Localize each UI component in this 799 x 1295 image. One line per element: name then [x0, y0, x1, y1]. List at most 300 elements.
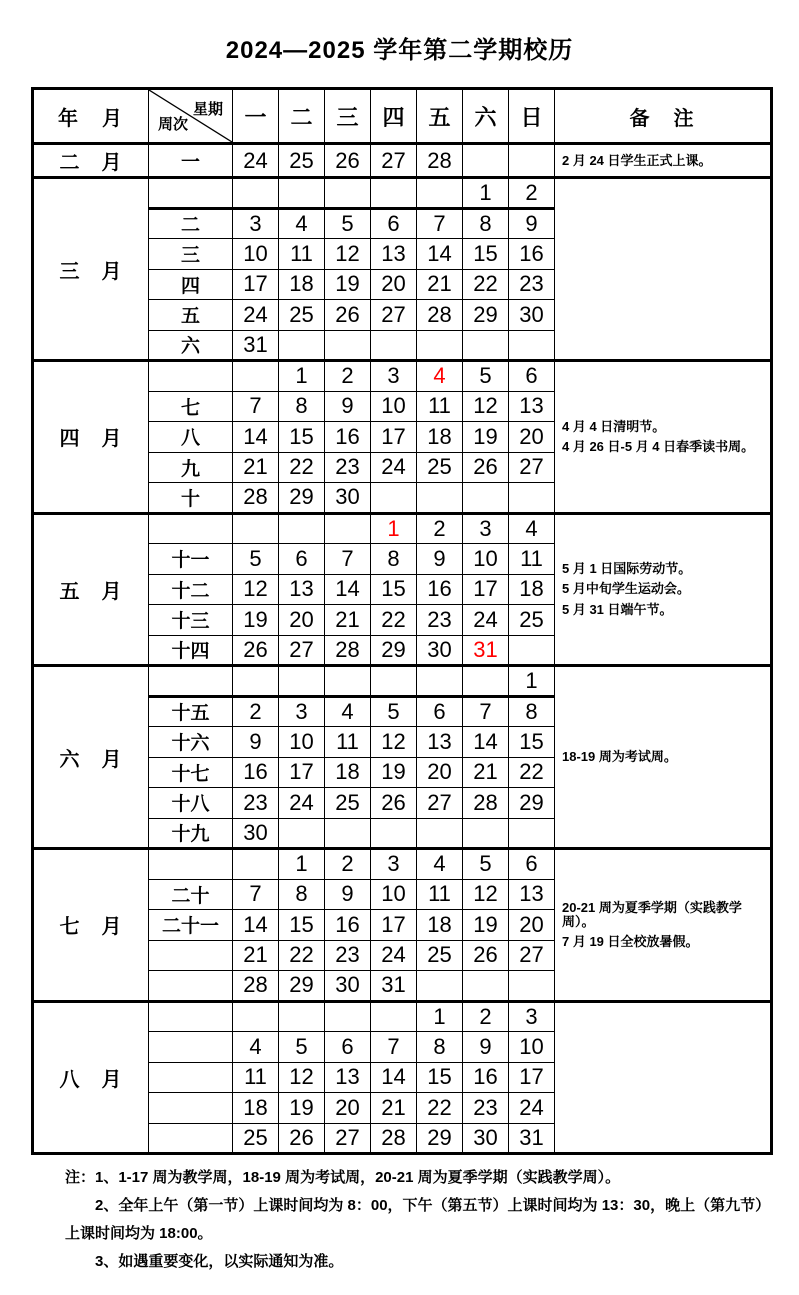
day-cell: 19: [279, 1093, 325, 1124]
day-cell: 30: [325, 483, 371, 514]
day-cell: 8: [279, 391, 325, 422]
day-cell: 3: [509, 1001, 555, 1032]
day-cell: 28: [233, 483, 279, 514]
day-cell: 1: [463, 178, 509, 209]
month-cell: 三 月: [33, 178, 149, 361]
day-cell: 19: [325, 269, 371, 300]
day-cell: 11: [417, 391, 463, 422]
remark-cell: [555, 361, 772, 514]
day-cell: [509, 330, 555, 361]
day-cell: 14: [325, 574, 371, 605]
day-cell: 6: [371, 208, 417, 239]
day-cell: [463, 483, 509, 514]
day-cell: 12: [463, 391, 509, 422]
week-number-cell: 七: [149, 391, 233, 422]
day-cell: 21: [233, 940, 279, 971]
day-cell: 19: [463, 422, 509, 453]
day-cell: 17: [463, 574, 509, 605]
footnotes: [65, 1164, 775, 1276]
day-cell: 2: [325, 361, 371, 392]
day-cell: 18: [279, 269, 325, 300]
day-cell: 31: [509, 1123, 555, 1154]
day-cell: [417, 483, 463, 514]
day-cell: 27: [279, 635, 325, 666]
day-cell: [417, 818, 463, 849]
day-cell: 2: [325, 849, 371, 880]
day-cell: 16: [509, 239, 555, 270]
day-cell: 4: [233, 1032, 279, 1063]
week-number-cell: 十六: [149, 727, 233, 758]
calendar-row: [33, 144, 772, 178]
day-cell: 17: [371, 422, 417, 453]
day-cell: 11: [509, 544, 555, 575]
day-cell: 24: [233, 300, 279, 331]
day-cell: [417, 330, 463, 361]
day-cell: 6: [509, 849, 555, 880]
day-cell: 29: [279, 971, 325, 1002]
day-cell: 28: [371, 1123, 417, 1154]
week-number-cell: 十三: [149, 605, 233, 636]
day-cell: 1: [279, 361, 325, 392]
calendar-body: [33, 144, 772, 1154]
day-cell: [325, 666, 371, 697]
day-cell: 14: [417, 239, 463, 270]
month-cell: 六 月: [33, 666, 149, 849]
day-cell: 3: [371, 849, 417, 880]
day-cell: 10: [279, 727, 325, 758]
day-cell: 3: [233, 208, 279, 239]
day-cell: 2: [417, 513, 463, 544]
day-cell: 20: [325, 1093, 371, 1124]
day-cell: [233, 1001, 279, 1032]
week-number-cell: 四: [149, 269, 233, 300]
day-cell: 16: [463, 1062, 509, 1093]
remark-line: 5 月 1 日国际劳动节。: [562, 560, 692, 576]
calendar-header: [33, 89, 772, 144]
day-cell: 4: [509, 513, 555, 544]
calendar-row: [33, 178, 772, 209]
day-cell: 14: [371, 1062, 417, 1093]
day-cell: 27: [371, 300, 417, 331]
day-cell: [233, 666, 279, 697]
day-cell: 15: [279, 910, 325, 941]
week-number-cell: 十一: [149, 544, 233, 575]
day-cell: 2: [463, 1001, 509, 1032]
page-title: 2024—2025 学年第二学期校历: [225, 37, 574, 64]
day-cell: 21: [325, 605, 371, 636]
day-cell: 7: [233, 879, 279, 910]
day-cell: 10: [233, 239, 279, 270]
day-cell: 5: [279, 1032, 325, 1063]
day-cell: 13: [325, 1062, 371, 1093]
day-cell: 22: [463, 269, 509, 300]
day-cell: 3: [279, 696, 325, 727]
remark-cell: [555, 178, 772, 361]
week-number-cell: [149, 1032, 233, 1063]
day-cell: 4: [325, 696, 371, 727]
day-cell: 5: [463, 361, 509, 392]
day-cell: 26: [325, 300, 371, 331]
day-cell: 6: [509, 361, 555, 392]
day-cell: 9: [325, 879, 371, 910]
day-cell: 12: [371, 727, 417, 758]
day-cell: 23: [325, 940, 371, 971]
week-number-cell: 十九: [149, 818, 233, 849]
remark-cell: [555, 1001, 772, 1154]
month-cell: 二 月: [33, 144, 149, 178]
day-cell: [325, 178, 371, 209]
day-cell: [417, 178, 463, 209]
weekday-label: 星期: [192, 101, 223, 118]
week-number-cell: 三: [149, 239, 233, 270]
calendar-row: [33, 361, 772, 392]
week-number-cell: 十八: [149, 788, 233, 819]
remark-line: 2 月 24 日学生正式上课。: [562, 152, 712, 168]
day-cell: [509, 971, 555, 1002]
day-cell: 31: [371, 971, 417, 1002]
week-number-cell: [149, 666, 233, 697]
day-cell: 7: [371, 1032, 417, 1063]
day-cell: 5: [463, 849, 509, 880]
day-cell: 29: [279, 483, 325, 514]
day-cell: 20: [509, 422, 555, 453]
day-cell: 22: [279, 452, 325, 483]
day-cell: 7: [463, 696, 509, 727]
week-number-cell: 十七: [149, 757, 233, 788]
day-header-wed: 三: [325, 89, 371, 144]
remark-line: 20-21 周为夏季学期（实践教学周）。: [562, 899, 742, 929]
remark-line: 18-19 周为考试周。: [562, 749, 677, 764]
week-number-cell: 五: [149, 300, 233, 331]
day-cell: 28: [417, 144, 463, 178]
day-cell: 21: [371, 1093, 417, 1124]
day-cell: [509, 144, 555, 178]
day-cell: [279, 1001, 325, 1032]
day-cell: [325, 330, 371, 361]
day-cell: 1: [371, 513, 417, 544]
day-cell: 25: [417, 940, 463, 971]
day-cell: 22: [371, 605, 417, 636]
day-cell: 22: [417, 1093, 463, 1124]
day-cell: 17: [371, 910, 417, 941]
remark-cell: [555, 144, 772, 178]
day-cell: 30: [417, 635, 463, 666]
day-cell: 8: [371, 544, 417, 575]
weekday-weekno-diagonal-header: [149, 89, 233, 144]
week-number-cell: 十二: [149, 574, 233, 605]
day-cell: 11: [279, 239, 325, 270]
footnote-line: 上课时间均为 18:00。: [65, 1225, 213, 1242]
day-cell: 24: [371, 940, 417, 971]
day-cell: 4: [417, 849, 463, 880]
week-number-cell: 十: [149, 483, 233, 514]
day-cell: [463, 330, 509, 361]
day-cell: 3: [463, 513, 509, 544]
week-number-cell: [149, 178, 233, 209]
day-cell: 30: [233, 818, 279, 849]
day-cell: 20: [371, 269, 417, 300]
day-cell: 15: [463, 239, 509, 270]
day-cell: 18: [509, 574, 555, 605]
day-cell: 25: [279, 300, 325, 331]
calendar-row: [33, 666, 772, 697]
remark-line: 4 月 26 日-5 月 4 日春季读书周。: [562, 439, 755, 454]
day-cell: [463, 971, 509, 1002]
day-cell: 12: [463, 879, 509, 910]
day-cell: 12: [233, 574, 279, 605]
day-cell: 9: [417, 544, 463, 575]
remark-cell: [555, 849, 772, 1002]
day-cell: 3: [371, 361, 417, 392]
day-cell: [463, 144, 509, 178]
day-cell: 20: [509, 910, 555, 941]
day-cell: 20: [279, 605, 325, 636]
day-cell: [509, 635, 555, 666]
day-cell: 11: [325, 727, 371, 758]
day-cell: [371, 178, 417, 209]
day-cell: 7: [233, 391, 279, 422]
week-number-cell: [149, 361, 233, 392]
week-number-cell: 八: [149, 422, 233, 453]
day-cell: [371, 666, 417, 697]
day-cell: 31: [233, 330, 279, 361]
day-header-sat: 六: [463, 89, 509, 144]
day-cell: 18: [417, 422, 463, 453]
day-cell: 1: [509, 666, 555, 697]
calendar-row: [33, 849, 772, 880]
day-cell: 17: [509, 1062, 555, 1093]
day-cell: 24: [463, 605, 509, 636]
day-cell: 26: [463, 940, 509, 971]
week-number-cell: 一: [149, 144, 233, 178]
day-cell: 5: [233, 544, 279, 575]
day-cell: [509, 483, 555, 514]
day-header-thu: 四: [371, 89, 417, 144]
day-cell: 23: [463, 1093, 509, 1124]
day-cell: [233, 178, 279, 209]
week-number-cell: 二十一: [149, 910, 233, 941]
day-cell: 18: [325, 757, 371, 788]
day-cell: 7: [325, 544, 371, 575]
day-cell: 17: [279, 757, 325, 788]
day-cell: 8: [417, 1032, 463, 1063]
day-cell: 19: [233, 605, 279, 636]
day-cell: 12: [325, 239, 371, 270]
day-cell: 31: [463, 635, 509, 666]
day-cell: [279, 330, 325, 361]
remark-cell: [555, 513, 772, 666]
week-number-cell: [149, 1093, 233, 1124]
day-cell: 27: [417, 788, 463, 819]
day-cell: [325, 818, 371, 849]
month-cell: 五 月: [33, 513, 149, 666]
day-cell: 25: [325, 788, 371, 819]
week-number-cell: 十五: [149, 696, 233, 727]
day-cell: 29: [371, 635, 417, 666]
day-cell: 25: [509, 605, 555, 636]
day-cell: [371, 483, 417, 514]
day-cell: 22: [509, 757, 555, 788]
week-number-cell: 六: [149, 330, 233, 361]
week-number-cell: [149, 513, 233, 544]
day-cell: 11: [233, 1062, 279, 1093]
day-cell: 15: [279, 422, 325, 453]
day-cell: 28: [463, 788, 509, 819]
day-cell: 27: [371, 144, 417, 178]
day-cell: 11: [417, 879, 463, 910]
month-cell: 四 月: [33, 361, 149, 514]
day-cell: [233, 361, 279, 392]
day-cell: 10: [371, 391, 417, 422]
week-number-cell: 十四: [149, 635, 233, 666]
calendar-table: [31, 87, 773, 1155]
day-cell: 12: [279, 1062, 325, 1093]
day-cell: 9: [463, 1032, 509, 1063]
footnote-line: 注：1、1-17 周为教学周，18-19 周为考试周，20-21 周为夏季学期（实践教学周）。: [65, 1169, 621, 1186]
day-cell: [279, 818, 325, 849]
day-cell: [463, 818, 509, 849]
day-cell: 1: [417, 1001, 463, 1032]
week-number-cell: [149, 849, 233, 880]
footnote-line: 3、如遇重要变化，以实际通知为准。: [95, 1253, 344, 1270]
day-cell: 23: [233, 788, 279, 819]
day-cell: 8: [509, 696, 555, 727]
day-cell: 21: [463, 757, 509, 788]
day-cell: 15: [417, 1062, 463, 1093]
day-cell: 6: [325, 1032, 371, 1063]
year-month-header: 年 月: [33, 89, 149, 144]
week-number-cell: [149, 971, 233, 1002]
week-number-cell: [149, 1123, 233, 1154]
day-cell: 10: [371, 879, 417, 910]
day-cell: 13: [417, 727, 463, 758]
remark-header: 备 注: [555, 89, 772, 144]
day-cell: 16: [233, 757, 279, 788]
day-cell: 28: [325, 635, 371, 666]
day-cell: 7: [417, 208, 463, 239]
remark-line: 5 月 31 日端午节。: [562, 601, 673, 617]
day-cell: 26: [463, 452, 509, 483]
header-row: [33, 89, 772, 144]
day-cell: 29: [463, 300, 509, 331]
day-cell: 24: [233, 144, 279, 178]
day-cell: 26: [279, 1123, 325, 1154]
weekno-label: 周次: [158, 116, 189, 133]
day-cell: 4: [279, 208, 325, 239]
day-cell: [417, 971, 463, 1002]
day-cell: 29: [417, 1123, 463, 1154]
day-cell: 2: [509, 178, 555, 209]
day-cell: 30: [509, 300, 555, 331]
day-cell: 16: [325, 422, 371, 453]
day-cell: 24: [509, 1093, 555, 1124]
day-cell: [325, 513, 371, 544]
day-cell: 9: [233, 727, 279, 758]
day-cell: 22: [279, 940, 325, 971]
day-header-sun: 日: [509, 89, 555, 144]
day-cell: 29: [509, 788, 555, 819]
day-cell: 13: [279, 574, 325, 605]
day-cell: [233, 849, 279, 880]
day-cell: 16: [417, 574, 463, 605]
day-cell: [371, 330, 417, 361]
day-cell: [279, 666, 325, 697]
day-cell: 13: [509, 391, 555, 422]
day-cell: 2: [233, 696, 279, 727]
day-cell: [325, 1001, 371, 1032]
day-cell: 26: [233, 635, 279, 666]
day-cell: 14: [463, 727, 509, 758]
week-number-cell: [149, 940, 233, 971]
calendar-row: [33, 513, 772, 544]
week-number-cell: [149, 1062, 233, 1093]
day-cell: 18: [233, 1093, 279, 1124]
week-number-cell: 二: [149, 208, 233, 239]
day-cell: 24: [279, 788, 325, 819]
remark-line: 4 月 4 日清明节。: [562, 418, 666, 434]
day-cell: 19: [463, 910, 509, 941]
day-cell: 28: [233, 971, 279, 1002]
day-cell: 24: [371, 452, 417, 483]
day-header-tue: 二: [279, 89, 325, 144]
day-cell: 16: [325, 910, 371, 941]
day-cell: 21: [233, 452, 279, 483]
day-cell: 25: [417, 452, 463, 483]
day-cell: 15: [509, 727, 555, 758]
week-number-cell: [149, 1001, 233, 1032]
month-cell: 七 月: [33, 849, 149, 1002]
day-cell: 27: [509, 452, 555, 483]
day-cell: 14: [233, 910, 279, 941]
day-cell: 5: [325, 208, 371, 239]
day-cell: 1: [279, 849, 325, 880]
day-cell: 4: [417, 361, 463, 392]
day-cell: 15: [371, 574, 417, 605]
day-cell: 19: [371, 757, 417, 788]
day-cell: 9: [509, 208, 555, 239]
day-cell: 10: [463, 544, 509, 575]
day-cell: 30: [325, 971, 371, 1002]
day-cell: 9: [325, 391, 371, 422]
day-cell: 20: [417, 757, 463, 788]
day-cell: 27: [509, 940, 555, 971]
day-cell: 23: [325, 452, 371, 483]
day-cell: 30: [463, 1123, 509, 1154]
day-cell: 26: [325, 144, 371, 178]
day-cell: 14: [233, 422, 279, 453]
day-cell: 26: [371, 788, 417, 819]
day-cell: [279, 178, 325, 209]
day-header-mon: 一: [233, 89, 279, 144]
day-cell: 27: [325, 1123, 371, 1154]
day-cell: 25: [233, 1123, 279, 1154]
day-cell: 6: [417, 696, 463, 727]
day-cell: 8: [279, 879, 325, 910]
footnote-line: 2、全年上午（第一节）上课时间均为 8：00，下午（第五节）上课时间均为 13：30，晚上（第九节）: [95, 1197, 771, 1214]
day-cell: 18: [417, 910, 463, 941]
week-number-cell: 二十: [149, 879, 233, 910]
remark-line: 7 月 19 日全校放暑假。: [562, 934, 699, 949]
day-cell: 25: [279, 144, 325, 178]
day-cell: [371, 818, 417, 849]
day-cell: [417, 666, 463, 697]
day-cell: 13: [371, 239, 417, 270]
day-cell: 17: [233, 269, 279, 300]
day-cell: 23: [509, 269, 555, 300]
day-cell: 10: [509, 1032, 555, 1063]
day-cell: 23: [417, 605, 463, 636]
day-cell: 8: [463, 208, 509, 239]
